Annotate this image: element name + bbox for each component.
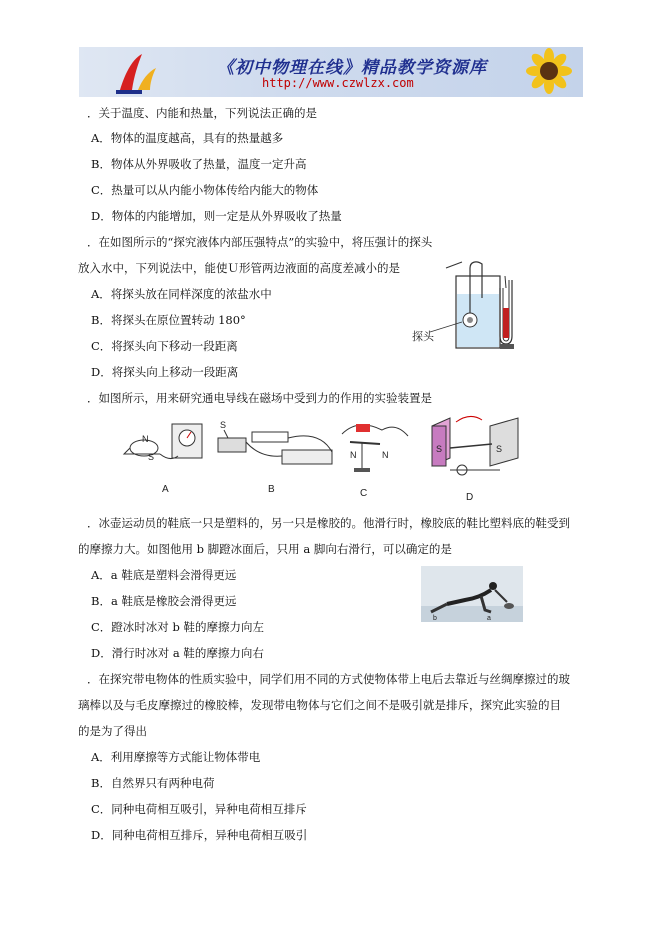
q2-stem-line1: ．在如图所示的“探究液体内部压强特点”的实验中，将压强计的探头	[87, 235, 433, 249]
q5-option-b: B．自然界只有两种电荷	[91, 776, 215, 790]
q5-option-d: D．同种电荷相互排斥，异种电荷相互吸引	[91, 828, 308, 842]
figure-a	[124, 424, 202, 495]
figure-c	[342, 424, 408, 499]
pressure-gauge-figure	[410, 258, 520, 354]
magnet-label-d-n: S	[436, 444, 443, 454]
q1-stem: ．关于温度、内能和热量，下列说法正确的是	[87, 106, 317, 120]
q2-option-b: B．将探头在原位置转动 180°	[91, 313, 246, 327]
q3-stem: ．如图所示，用来研究通电导线在磁场中受到力的作用的实验装置是	[87, 391, 432, 405]
q4-stem-line1: ．冰壶运动员的鞋底一只是塑料的，另一只是橡胶的。他滑行时，橡胶底的鞋比塑料底的鞋受到	[87, 516, 570, 530]
q2-option-d: D．将探头向上移动一段距离	[91, 365, 239, 379]
magnet-label-c-n: N	[382, 450, 389, 460]
figure-a-label: A	[162, 484, 169, 495]
header-banner	[79, 47, 583, 97]
magnet-label-s: S	[148, 452, 155, 462]
q1-option-b: B．物体从外界吸收了热量，温度一定升高	[91, 157, 307, 171]
magnet-label-b-n: S	[220, 420, 227, 430]
q5-stem-line1: ．在探究带电物体的性质实验中，同学们用不同的方式使物体带上电后去靠近与丝绸摩擦过的玻	[87, 672, 570, 686]
photo-label-a: a	[487, 615, 491, 622]
q1-option-d: D．物体的内能增加，则一定是从外界吸收了热量	[91, 209, 342, 223]
probe-label: 探头	[412, 331, 434, 343]
banner-title: 《初中物理在线》精品教学资源库	[217, 58, 487, 78]
q2-option-c: C．将探头向下移动一段距离	[91, 339, 238, 353]
magnet-label-d-s: S	[496, 444, 503, 454]
q5-stem-line3: 的是为了得出	[78, 724, 147, 738]
magnet-label-n: N	[142, 434, 149, 444]
q4-option-a: A．a 鞋底是塑料会滑得更远	[91, 568, 237, 582]
figure-b-label: B	[268, 484, 275, 495]
sunflower-icon	[519, 47, 577, 97]
q2-stem-line2: 放入水中，下列说法中，能使Ｕ形管两边液面的高度差减小的是	[78, 261, 400, 275]
figure-b	[218, 420, 332, 495]
q4-option-d: D．滑行时冰对 a 鞋的摩擦力向右	[91, 646, 264, 660]
logo-icon	[112, 50, 160, 94]
q5-stem-line2: 璃棒以及与毛皮摩擦过的橡胶棒，发现带电物体与它们之间不是吸引就是排斥，探究此实验的目	[78, 698, 561, 712]
figure-d-label: D	[466, 492, 474, 503]
q4-stem-line2: 的摩擦力大。如图他用 b 脚蹬冰面后，只用 a 脚向右滑行，可以确定的是	[78, 542, 452, 556]
q1-option-c: C．热量可以从内能小物体传给内能大的物体	[91, 183, 319, 197]
q1-option-a: A．物体的温度越高，具有的热量越多	[91, 131, 284, 145]
q5-option-a: A．利用摩擦等方式能让物体带电	[91, 750, 261, 764]
banner-url[interactable]: http://www.czwlzx.com	[262, 76, 414, 90]
apparatus-figures	[120, 412, 540, 504]
photo-label-b: b	[433, 615, 437, 622]
q4-option-c: C．蹬冰时冰对 b 鞋的摩擦力向左	[91, 620, 264, 634]
q5-option-c: C．同种电荷相互吸引，异种电荷相互排斥	[91, 802, 307, 816]
figure-d	[432, 416, 518, 503]
figure-c-label: C	[360, 488, 368, 499]
q4-option-b: B．a 鞋底是橡胶会滑得更远	[91, 594, 237, 608]
q2-option-a: A．将探头放在同样深度的浓盐水中	[91, 287, 272, 301]
magnet-label-c-s: N	[350, 450, 357, 460]
curling-photo	[421, 566, 523, 622]
